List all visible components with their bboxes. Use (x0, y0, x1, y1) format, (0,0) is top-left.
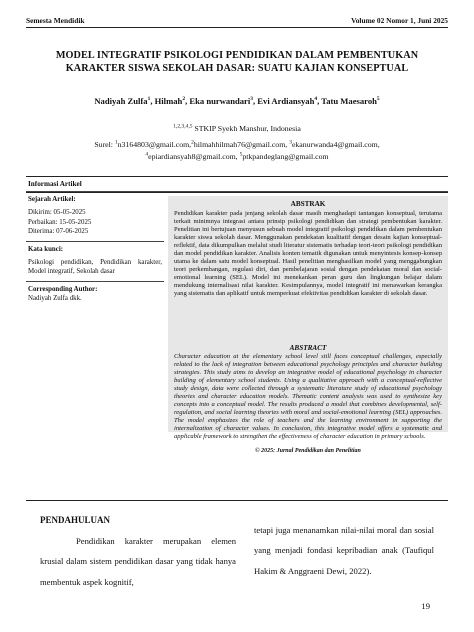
author-sup: 4 (314, 96, 318, 103)
keywords-section (26, 242, 164, 282)
body-text-left: Pendidikan karakter merupakan elemen krusial dalam sistem pendidikan dasar yang tidak hanya membentuk aspek kognitif, (40, 536, 236, 587)
received-date: Dikirim: 05-05-2025 (28, 209, 86, 217)
author-name: Tatu Maesaroh (321, 96, 377, 106)
author-sup: 3 (250, 96, 253, 103)
email-link[interactable]: n3164803@gmail.com, (117, 140, 192, 149)
email-sup: 2 (191, 139, 194, 146)
issue-info: Volume 02 Nomor 1, Juni 2025 (351, 16, 448, 25)
author-name: Nadiyah Zulfa (94, 96, 148, 106)
history-label: Sejarah Artikel: (28, 196, 76, 203)
author-name: Evi Ardiansyah (257, 96, 315, 106)
email-sup: 5 (239, 150, 243, 157)
abstrak-heading: ABSTRAK (290, 200, 326, 208)
author-sup: 5 (376, 96, 380, 103)
body-text-right: tetapi juga menanamkan nilai-nilai moral dan sosial yang menjadi fondasi kepribadian anak (Taufiqul Hakim & Anggraeni Dewi, 2022). (254, 525, 434, 576)
corresponding-author: Nadiyah Zulfa dkk. (28, 295, 82, 303)
running-header (26, 16, 448, 28)
email-link[interactable]: hilmahhilmah76@gmail.com, (193, 140, 288, 149)
keywords-text: Psikologi pendidikan, Pendidikan karakter, Model integratif, Sekolah dasar (28, 259, 162, 276)
english-abstract (168, 344, 448, 454)
author-name: Hilmah (154, 96, 183, 106)
email-sup: 1 (114, 139, 118, 146)
email-line-1 (40, 139, 434, 151)
corresponding-label: Corresponding Author: (28, 285, 98, 293)
revised-date: Perbaikan: 15-05-2025 (28, 218, 92, 226)
page-number: 19 (421, 601, 430, 611)
affiliation-sup: 1,2,3,4,5 (173, 123, 193, 130)
email-sup: 3 (289, 139, 292, 146)
email-block (40, 139, 434, 162)
email-link[interactable]: epiardiansyah8@gmail.com, (148, 151, 238, 161)
author-list: Nadiyah Zulfa$^1$, Hilmah$^2$, Eka nurwandari$^3$, Evi Ardiansyah$^4$, Tatu Maesaroh$^5$ (94, 96, 380, 106)
email-link[interactable]: ekanurwanda4@gmail.com, (291, 140, 380, 149)
body-column-right (254, 520, 434, 581)
section-divider (26, 500, 448, 501)
history-section (26, 192, 164, 242)
section-heading: PENDAHULUAN (40, 515, 111, 525)
email-line-2 (40, 151, 434, 163)
journal-name: Semesta Mendidik (26, 16, 85, 25)
keywords-label: Kata kunci: (28, 245, 64, 253)
title-line-2: KARAKTER SISWA SEKOLAH DASAR: SUATU KAJIAN KONSEPTUAL (65, 63, 409, 74)
email-link[interactable]: ptkpandeglang@gmail.com (242, 151, 329, 161)
accepted-date: Diterima: 07-06-2025 (28, 228, 89, 236)
article-info-rule (26, 176, 448, 193)
body-column-left (40, 531, 236, 592)
abstract-heading: ABSTRACT (289, 344, 327, 352)
affiliation (20, 124, 454, 133)
affiliation-text: STKIP Syekh Manshur, Indonesia (194, 124, 301, 133)
abstrak-text: Pendidikan karakter pada jenjang sekolah dasar masih menghadapi tantangan konseptual, terutama terkait minimnya integrasi antara prinsip psikologi pendidikan dan strategi pembentukan karakter. Penelitian ini bertujuan menyusun sebuah model integratif psikologi pendidikan dalam pembentukan karakter siswa sekolah dasar. Menggunakan pendekatan kualitatif dengan desain kajian konseptual-reflektif, data dikumpulkan melalui studi literatur sistematis terhadap teori-teori psikologi pendidikan dan model pendidikan karakter. Analisis konten tematik digunakan untuk menyintesis konsep-konsep utama ke dalam satu model konseptual. Hasil penelitian menghasilkan model yang menggabungkan teori perkembangan, regulasi diri, dan pembelajaran sosial dengan pendekatan moral dan social-emotional learning (SEL). Model ini menekankan peran guru dan lingkungan belajar dalam mendukung internalisasi nilai karakter. Kesimpulannya, model integratif ini menawarkan kerangka yang sistematis dan aplikatif untuk memperkuat efektivitas pendidikan karakter di sekolah dasar. (174, 210, 442, 298)
copyright-note: © 2025: Jurnal Pendidikan dan Penelitian (255, 447, 361, 454)
paper-title (40, 49, 434, 75)
author-sup: 1 (147, 96, 151, 103)
title-line-1: MODEL INTEGRATIF PSIKOLOGI PENDIDIKAN DALAM PEMBENTUKAN (55, 50, 419, 61)
article-info-column (26, 192, 164, 308)
article-info-heading: Informasi Artikel (26, 177, 448, 192)
email-prefix: Surel: (94, 140, 113, 149)
abstract-text: Character education at the elementary school level still faces conceptual challenges, especially related to the lack of integration between educational psychology principles and character building strategies. This study aims to develop an integrative model of educational psychology in character building of elementary school students. Using a qualitative approach with a conceptual-reflective study design, data were collected through a systematic literature study of educational psychology theories and character education models. Thematic content analysis was used to synthesize key concepts into a conceptual model. The results produced a model that combines developmental, self-regulation, and social learning theories with moral and social-emotional learning (SEL) approaches. The model emphasizes the role of teachers and the learning environment in supporting the internalization of character values. In conclusion, this integrative model offers a systematic and applicable framework to strengthen the effectiveness of character education in primary schools. (174, 353, 442, 441)
author-sup: 2 (182, 96, 186, 103)
author-name: Eka nurwandari (189, 96, 251, 106)
email-sup: 4 (145, 150, 149, 157)
corresponding-section (26, 282, 164, 308)
